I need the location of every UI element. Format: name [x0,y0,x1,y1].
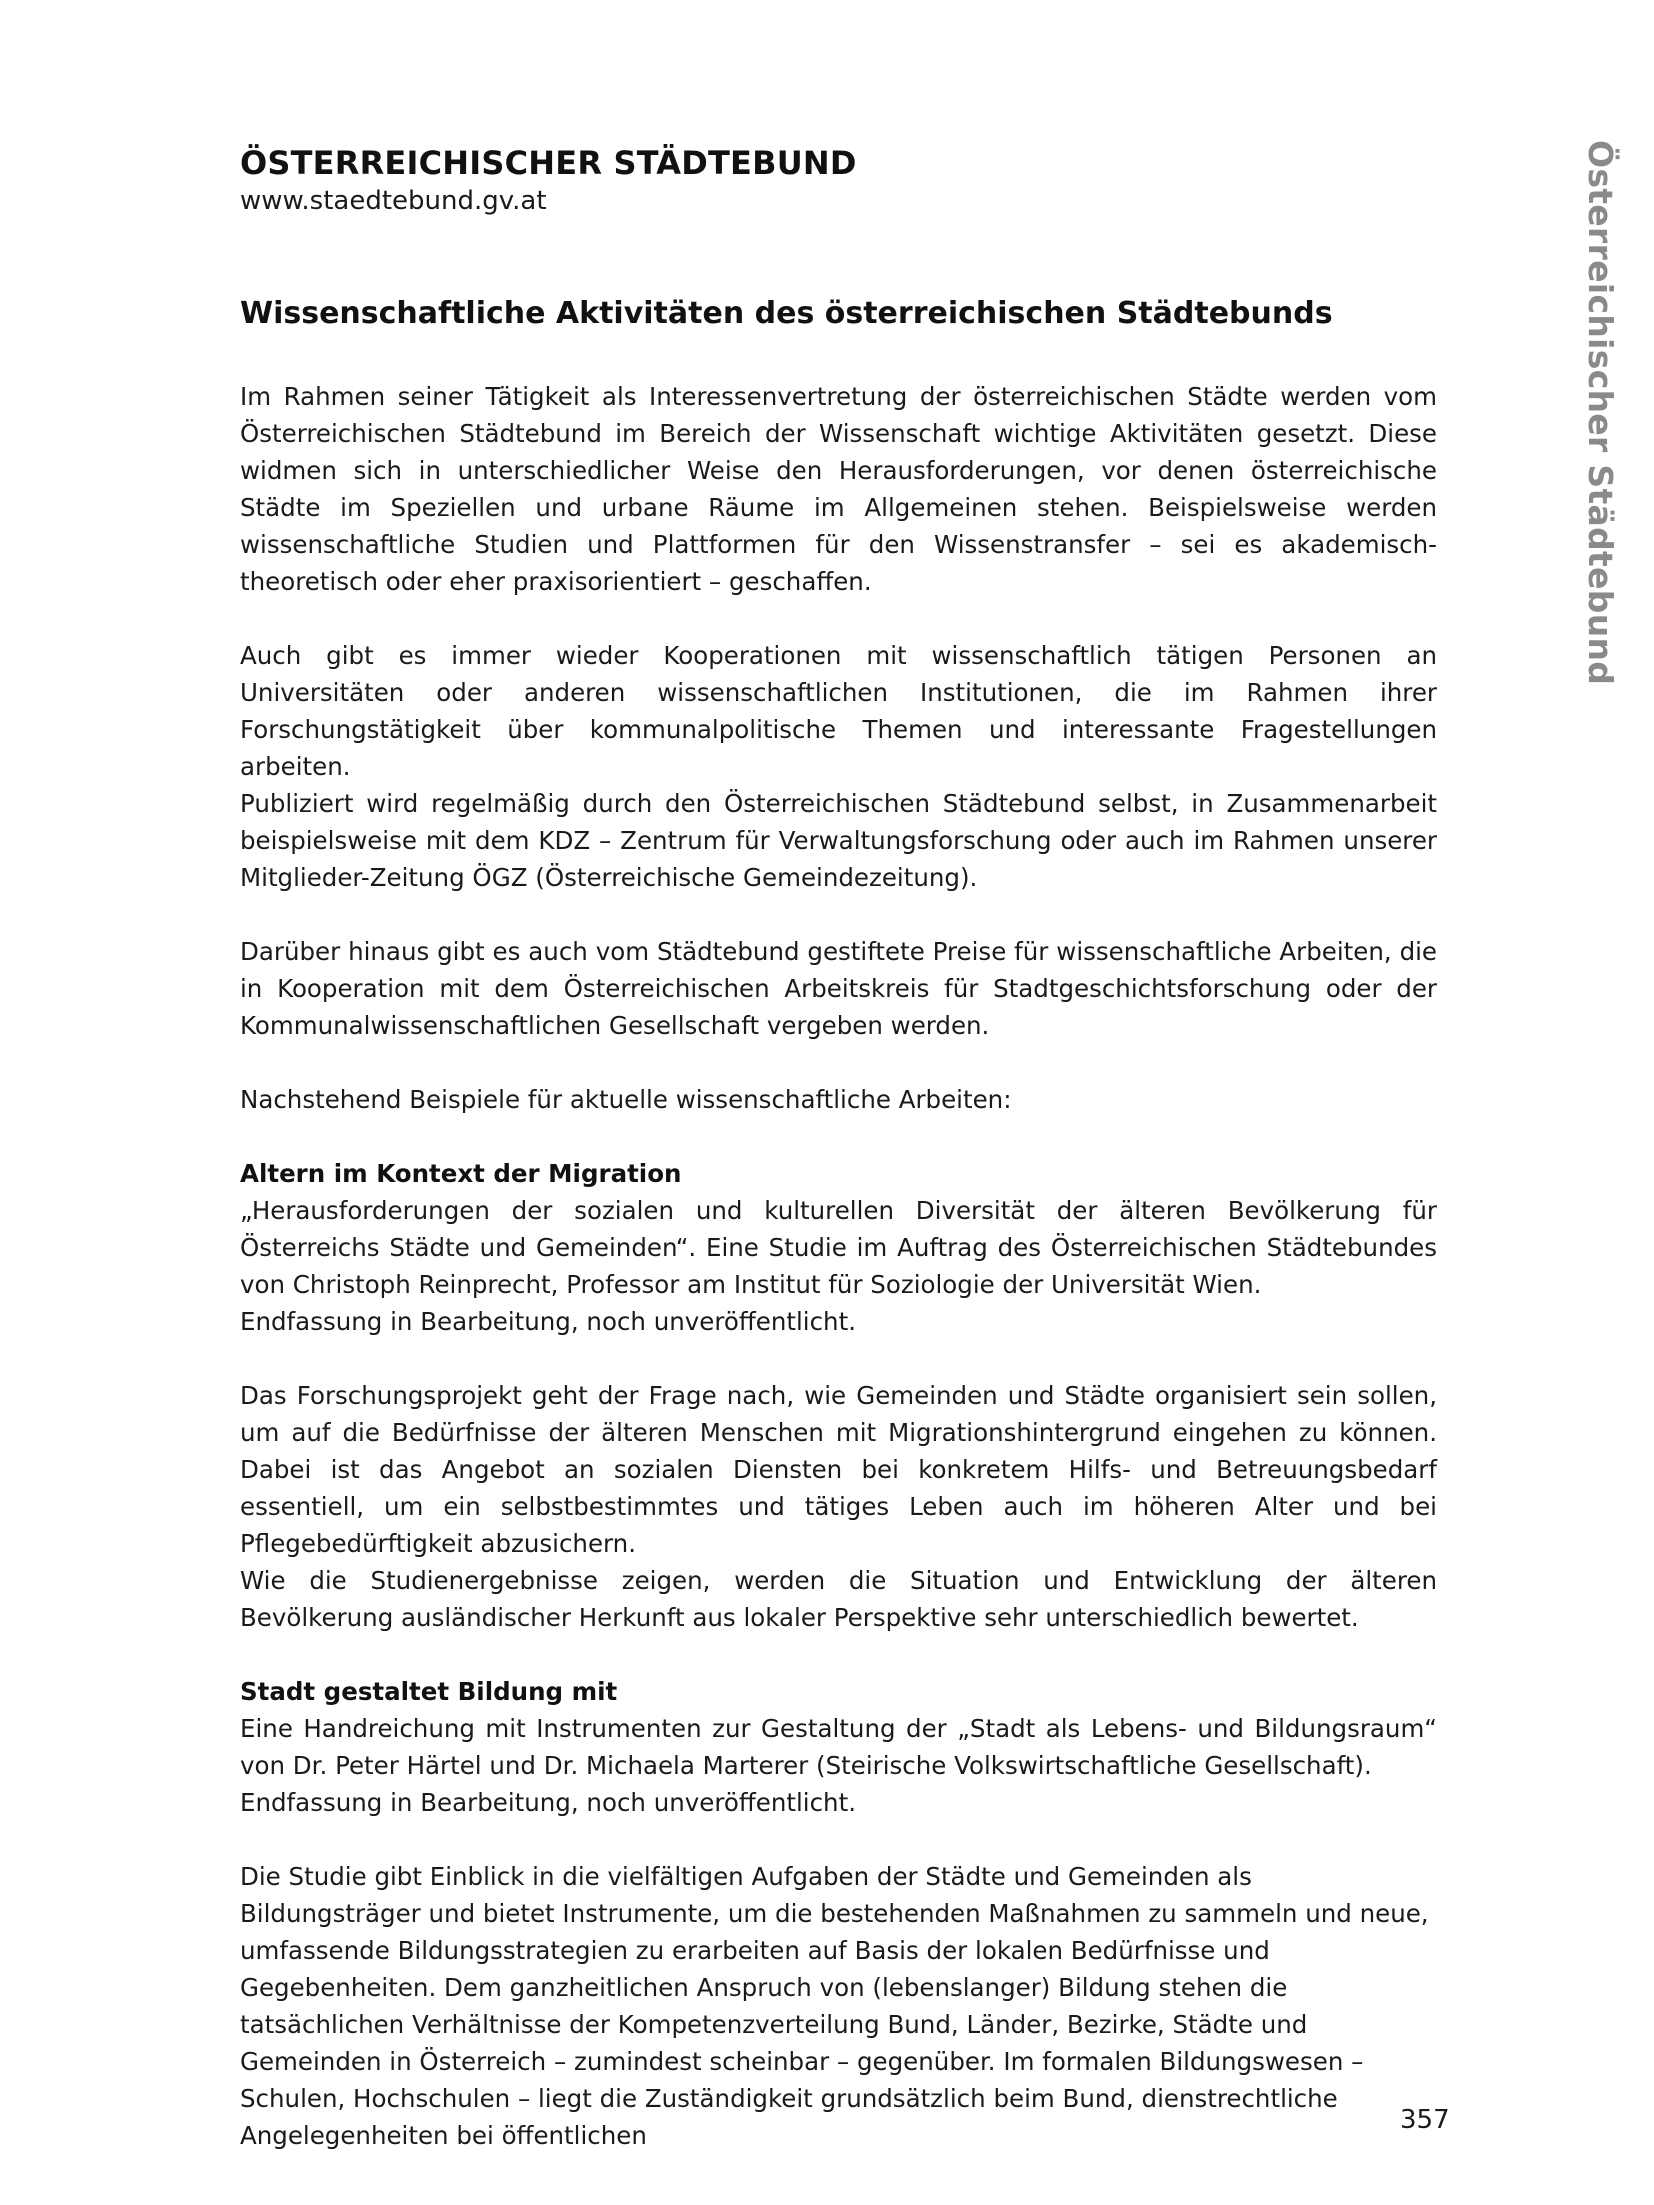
running-side-label: Österreichischer Städtebund [1581,140,1620,686]
section-description: „Herausforderungen der sozialen und kulturellen Diversität der älteren Bevölkerung für Österreichs Städte und Gemeinden“. Eine Studie im Auftrag des Österreichischen Städtebundes von Christoph Reinprecht, Professor am Institut für Soziologie der Universität Wien. [240,1196,1437,1299]
section-body-paragraph: Das Forschungsprojekt geht der Frage nach, wie Gemeinden und Städte organisiert sein sollen, um auf die Bedürfnisse der älteren Menschen mit Migrationshintergrund eingehen zu können. Dabei ist das Angebot an sozialen Diensten bei konkretem Hilfs- und Betreuungsbedarf essentiell, um ein selbstbestimmtes und tätiges Leben auch im höheren Alter und bei Pflegebedürftigkeit abzusichern. [240,1381,1437,1558]
section-status: Endfassung in Bearbeitung, noch unveröffentlicht. [240,1788,856,1817]
page-number: 357 [1400,2105,1450,2135]
section-heading: Altern im Kontext der Migration [240,1159,682,1188]
article-title: Wissenschaftliche Aktivitäten des österreichischen Städtebunds [240,296,1333,331]
intro-paragraph: Im Rahmen seiner Tätigkeit als Interessenvertretung der österreichischen Städte werden vom Österreichischen Städtebund im Bereich der Wissenschaft wichtige Aktivitäten gesetzt. Diese widmen sich in unterschiedlicher Weise den Herausforderungen, vor denen österreichische Städte im Speziellen und urbane Räume im Allgemeinen stehen. Beispielsweise werden wissenschaftliche Studien und Plattformen für den Wissenstransfer – sei es akademisch-theoretisch oder eher praxisorientiert – geschaffen. [240,382,1437,596]
article [240,294,1437,2154]
intro-paragraph: Publiziert wird regelmäßig durch den Österreichischen Städtebund selbst, in Zusammenarbeit beispielsweise mit dem KDZ – Zentrum für Verwaltungsforschung oder auch im Rahmen unserer Mitglieder-Zeitung ÖGZ (Österreichische Gemeindezeitung). [240,789,1437,892]
intro-paragraph: Nachstehend Beispiele für aktuelle wissenschaftliche Arbeiten: [240,1085,1012,1114]
section-status: Endfassung in Bearbeitung, noch unveröffentlicht. [240,1307,856,1336]
section-description: Eine Handreichung mit Instrumenten zur Gestaltung der „Stadt als Lebens- und Bildungsraum“ von Dr. Peter Härtel und Dr. Michaela Marterer (Steirische Volkswirtschaftliche Gesellschaft). [240,1714,1437,1780]
section-body-paragraph: Die Studie gibt Einblick in die vielfältigen Aufgaben der Städte und Gemeinden als Bildungsträger und bietet Instrumente, um die bestehenden Maßnahmen zu sammeln und neue, umfassende Bildungsstrategien zu erarbeiten auf Basis der lokalen Bedürfnisse und Gegebenheiten. Dem ganzheitlichen Anspruch von (lebenslanger) Bildung stehen die tatsächlichen Verhältnisse der Kompetenzverteilung Bund, Länder, Bezirke, Städte und Gemeinden in Österreich – zumindest scheinbar – gegenüber. Im formalen Bildungswesen – Schulen, Hochschulen – liegt die Zuständigkeit grundsätzlich beim Bund, dienstrechtliche Angelegenheiten bei öffentlichen [240,1862,1429,2150]
section-heading: Stadt gestaltet Bildung mit [240,1677,618,1706]
organization-title: ÖSTERREICHISCHER STÄDTEBUND [240,144,857,182]
section-body-paragraph: Wie die Studienergebnisse zeigen, werden die Situation und Entwicklung der älteren Bevölkerung ausländischer Herkunft aus lokaler Perspektive sehr unterschiedlich bewertet. [240,1566,1437,1632]
intro-paragraph: Darüber hinaus gibt es auch vom Städtebund gestiftete Preise für wissenschaftliche Arbeiten, die in Kooperation mit dem Österreichischen Arbeitskreis für Stadtgeschichtsforschung oder der Kommunalwissenschaftlichen Gesellschaft vergeben werden. [240,937,1437,1040]
intro-paragraph: Auch gibt es immer wieder Kooperationen mit wissenschaftlich tätigen Personen an Universitäten oder anderen wissenschaftlichen Institutionen, die im Rahmen ihrer Forschungstätigkeit über kommunalpolitische Themen und interessante Fragestellungen arbeiten. [240,641,1437,781]
organization-website: www.staedtebund.gv.at [240,186,547,216]
